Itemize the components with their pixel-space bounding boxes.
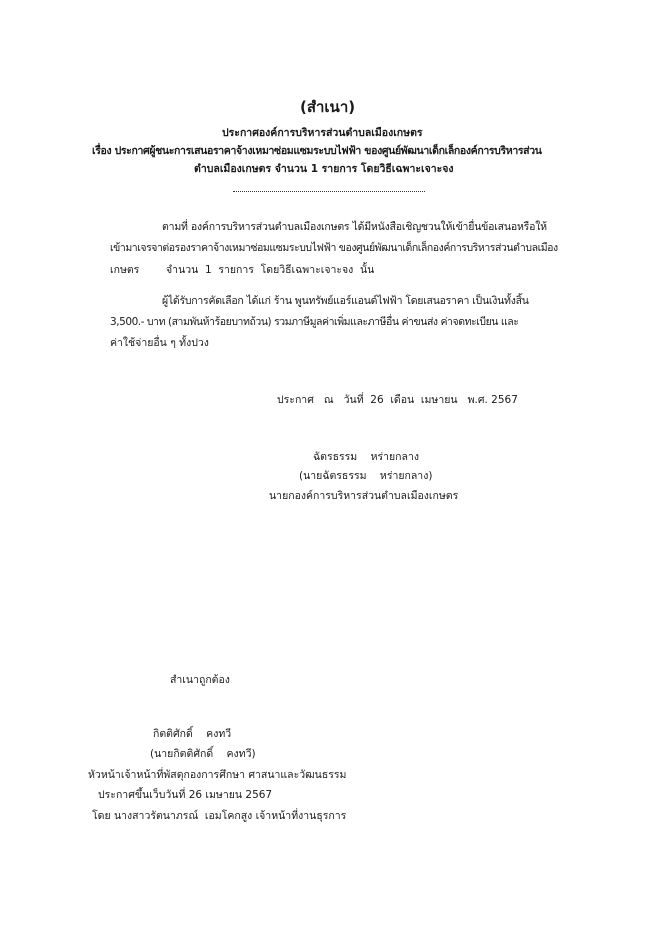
para2-line2: 3,500.- บาท (สามพันห้าร้อยบาทถ้วน) รวมภาษีมูลค่าเพิ่มและภาษีอื่น ค่าขนส่ง ค่าจดทะเบียน และ [110,316,519,328]
posted-by: โดย นางสาวรัตนาภรณ์ เอมโคกสูง เจ้าหน้าที่งานธุรการ [92,810,347,822]
signer-position: นายกองค์การบริหารส่วนตำบลเมืองเกษตร [269,490,459,502]
signer-full-name: (นายฉัตรธรรม หร่ายกลาง) [299,470,433,482]
certifier-full-name: (นายกิตติศักดิ์ คงทวี) [150,748,256,760]
copy-mark: (สำเนา) [300,98,356,116]
web-posted-date: ประกาศขึ้นเว็บวันที่ 26 เมษายน 2567 [98,789,273,801]
subject-line-1: เรื่อง ประกาศผู้ชนะการเสนอราคาจ้างเหมาซ่อมแซมระบบไฟฟ้า ของศูนย์พัฒนาเด็กเล็กองค์การบริหารส่วน [92,145,542,157]
para1-line3: เกษตร จำนวน 1 รายการ โดยวิธีเฉพาะเจาะจง นั้น [110,264,375,276]
para1-line1: ตามที่ องค์การบริหารส่วนตำบลเมืองเกษตร ได้มีหนังสือเชิญชวนให้เข้ายื่นข้อเสนอหรือให้ [162,221,547,233]
para2-line1: ผู้ได้รับการคัดเลือก ได้แก่ ร้าน พูนทรัพย์แอร์แอนด์ไฟฟ้า โดยเสนอราคา เป็นเงินทั้งสิ้น [162,295,529,307]
certifier-position: หัวหน้าเจ้าหน้าที่พัสดุกองการศึกษา ศาสนาและวัฒนธรรม [88,769,347,781]
separator-dotted-line [233,191,425,192]
announcement-title: ประกาศองค์การบริหารส่วนตำบลเมืองเกษตร [222,127,423,139]
para2-line3: ค่าใช้จ่ายอื่น ๆ ทั้งปวง [110,337,209,349]
certified-copy-label: สำเนาถูกต้อง [170,674,230,686]
para1-line2: เข้ามาเจรจาต่อรองราคาจ้างเหมาซ่อมแซมระบบไฟฟ้า ของศูนย์พัฒนาเด็กเล็กองค์การบริหารส่วนตำบลเมือง [110,242,558,254]
subject-line-2: ตำบลเมืองเกษตร จำนวน 1 รายการ โดยวิธีเฉพาะเจาะจง [194,163,454,175]
signer-signature-name: ฉัตรธรรม หร่ายกลาง [313,451,419,463]
certifier-signature-name: กิตติศักดิ์ คงทวี [153,728,232,740]
announcement-date: ประกาศ ณ วันที่ 26 เดือน เมษายน พ.ศ. 2567 [277,394,518,406]
